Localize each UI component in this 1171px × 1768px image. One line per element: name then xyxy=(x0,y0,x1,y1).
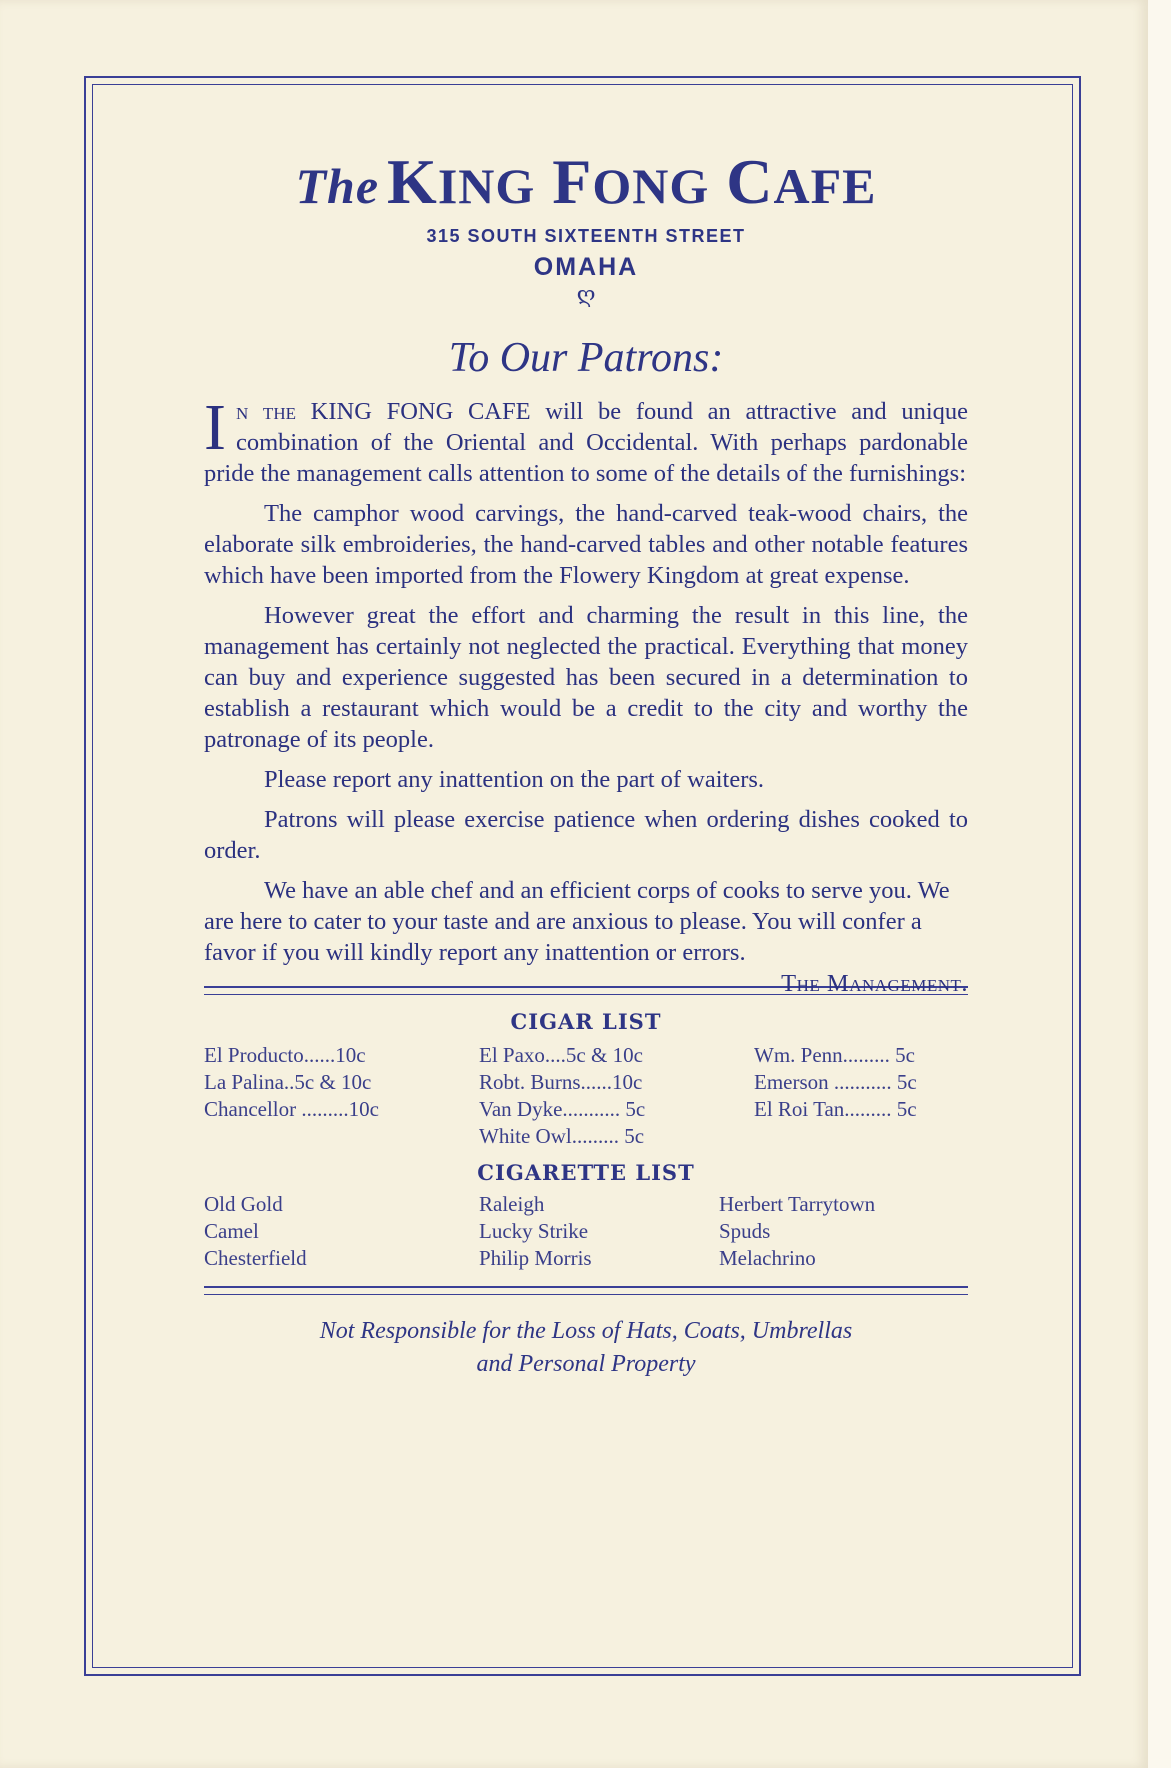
list-item: Raleigh xyxy=(479,1192,545,1216)
title-ing: ING xyxy=(437,158,536,214)
list-item: Robt. Burns......10c xyxy=(479,1070,643,1094)
list-item: Chancellor .........10c xyxy=(204,1097,379,1121)
paragraph-furnishings: The camphor wood carvings, the hand-carved teak-wood chairs, the elaborate silk embroideries, the hand-carved tables and other notable features which have been imported from the Flowery Kingdom at great expense. xyxy=(204,500,968,589)
intro-lead: n the xyxy=(235,398,296,425)
list-item: Spuds xyxy=(719,1219,771,1243)
list-item: Van Dyke........... 5c xyxy=(479,1097,646,1121)
intro-paragraph xyxy=(204,391,968,489)
street-address: 315 SOUTH SIXTEENTH STREET xyxy=(426,226,746,246)
closing-text: We have an able chef and an efficient corps of cooks to serve you. We are here to cater to your taste and are anxious to please. You will confer a favor if you will kindly report any inattention or errors. xyxy=(204,877,950,966)
footer-notice xyxy=(204,1315,968,1381)
list-item: El Roi Tan......... 5c xyxy=(754,1097,917,1121)
cigarette-column-3 xyxy=(719,1191,968,1272)
greeting-heading: To Our Patrons: xyxy=(448,335,724,381)
list-item: Lucky Strike xyxy=(479,1219,589,1243)
drop-cap: I xyxy=(204,391,226,464)
footer-line-2: and Personal Property xyxy=(476,1351,696,1377)
list-item: Emerson ........... 5c xyxy=(754,1070,917,1094)
cigarette-column-2 xyxy=(479,1191,719,1272)
title-c: C xyxy=(726,146,774,217)
cigar-column-2 xyxy=(479,1042,754,1150)
cigar-list-title: CIGAR LIST xyxy=(510,1009,662,1034)
intro-text: KING FONG CAFE will be found an attractive and unique combination of the Oriental and Occidental. With perhaps pardonable pride the management calls attention to some of the details of the furnishings: xyxy=(204,398,968,487)
cigarette-column-1 xyxy=(204,1191,479,1272)
cigarette-list xyxy=(204,1191,968,1272)
paragraph-waiters: Please report any inattention on the part of waiters. xyxy=(264,766,765,793)
menu-content xyxy=(204,146,968,1381)
page-edge xyxy=(1148,0,1171,1768)
title-the: The xyxy=(295,158,380,214)
footer-line-1: Not Responsible for the Loss of Hats, Coats, Umbrellas xyxy=(319,1318,853,1344)
title-ong: ONG xyxy=(592,158,710,214)
cafe-title xyxy=(204,146,968,217)
list-item: La Palina..5c & 10c xyxy=(204,1070,372,1094)
cigarette-list-title: CIGARETTE LIST xyxy=(477,1160,695,1185)
cigar-column-3 xyxy=(754,1042,968,1150)
cigar-column-1 xyxy=(204,1042,479,1150)
list-item: Herbert Tarrytown xyxy=(719,1192,876,1216)
title-k: K xyxy=(387,146,438,217)
cigar-list xyxy=(204,1042,968,1150)
list-item: Philip Morris xyxy=(479,1246,592,1270)
paragraph-closing xyxy=(204,875,968,997)
title-f: F xyxy=(552,146,593,217)
signature: The Management. xyxy=(781,970,968,997)
paragraph-patience: Patrons will please exercise patience when ordering dishes cooked to order. xyxy=(204,806,968,864)
divider-bottom xyxy=(204,1286,968,1295)
list-item: Chesterfield xyxy=(204,1246,307,1270)
paragraph-practical: However great the effort and charming the result in this line, the management has certainly not neglected the practical. Everything that money can buy and experience suggested has been secured in a determination to establish a restaurant which would be a credit to the city and worthy the patronage of its people. xyxy=(204,602,968,753)
ornament-icon: ღ xyxy=(576,282,596,307)
list-item: Old Gold xyxy=(204,1192,283,1216)
list-item: Camel xyxy=(204,1219,259,1243)
list-item: Melachrino xyxy=(719,1246,816,1270)
title-afe: AFE xyxy=(773,158,877,214)
list-item: Wm. Penn......... 5c xyxy=(754,1043,915,1067)
city-name: OMAHA xyxy=(533,253,639,281)
list-item: El Producto......10c xyxy=(204,1043,366,1067)
list-item: El Paxo....5c & 10c xyxy=(479,1043,643,1067)
list-item: White Owl......... 5c xyxy=(479,1124,645,1148)
